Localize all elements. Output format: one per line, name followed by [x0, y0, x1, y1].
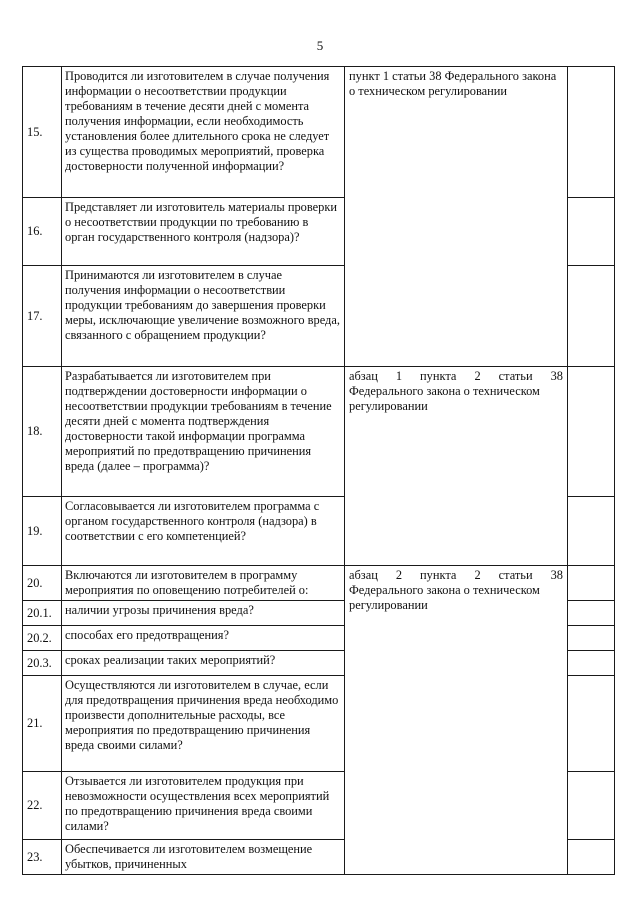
row-number: 20.3.: [23, 651, 62, 676]
requirement-reference: [345, 566, 568, 875]
question-text: способах его предотвращения?: [62, 626, 345, 651]
row-number: 16.: [23, 198, 62, 266]
question-text: Разрабатывается ли изготовителем при подтверждении достоверности информации о несоответствии продукции требованиям в течение десяти дней с момента подтверждения достоверности такой информации программа мероприятий по предотвращению причинения вреда (далее – программа)?: [62, 367, 345, 497]
table-row: [23, 367, 615, 497]
question-text: Представляет ли изготовитель материалы проверки о несоответствии продукции по требованию в орган государственного контроля (надзора)?: [62, 198, 345, 266]
table-row: [23, 566, 615, 601]
answer-cell[interactable]: [568, 266, 615, 367]
requirement-line: пункт 1 статьи 38 Федерального закона о техническом регулировании: [349, 69, 557, 98]
table-row: [23, 67, 615, 198]
question-text: Согласовывается ли изготовителем программа с органом государственного контроля (надзора) в соответствии с его компетенцией?: [62, 497, 345, 566]
answer-cell[interactable]: [568, 367, 615, 497]
requirement-line: абзац 1 пункта 2 статьи 38: [349, 369, 563, 383]
answer-cell[interactable]: [568, 198, 615, 266]
question-text: Проводится ли изготовителем в случае получения информации о несоответствии продукции требованиям в течение десяти дней с момента получения информации, если необходимость установления более длительного срока не следует из существа проводимых мероприятий, проверка достоверности полученной информации?: [62, 67, 345, 198]
question-text: Включаются ли изготовителем в программу мероприятия по оповещению потребителей о:: [62, 566, 345, 601]
row-number: 22.: [23, 772, 62, 840]
row-number: 20.2.: [23, 626, 62, 651]
requirement-reference: [345, 67, 568, 367]
answer-cell[interactable]: [568, 566, 615, 601]
question-text: наличии угрозы причинения вреда?: [62, 601, 345, 626]
answer-cell[interactable]: [568, 772, 615, 840]
page-number: 5: [316, 38, 324, 53]
checklist-table: [22, 66, 615, 875]
row-number: 17.: [23, 266, 62, 367]
question-text: Принимаются ли изготовителем в случае получения информации о несоответствии продукции требованиям до завершения проверки меры, исключающие увеличение возможного вреда, связанного с обращением продукции?: [62, 266, 345, 367]
answer-cell[interactable]: [568, 626, 615, 651]
answer-cell[interactable]: [568, 676, 615, 772]
question-text: Отзывается ли изготовителем продукция при невозможности осуществления всех мероприятий по предотвращению причинения вреда своими силами?: [62, 772, 345, 840]
row-number: 15.: [23, 67, 62, 198]
answer-cell[interactable]: [568, 601, 615, 626]
row-number: 21.: [23, 676, 62, 772]
question-text: Обеспечивается ли изготовителем возмещение убытков, причиненных: [62, 840, 345, 875]
row-number: 18.: [23, 367, 62, 497]
row-number: 23.: [23, 840, 62, 875]
row-number: 20.1.: [23, 601, 62, 626]
question-text: Осуществляются ли изготовителем в случае, если для предотвращения причинения вреда необходимо произвести дополнительные расходы, все мероприятия по предотвращению причинения вреда своими силами?: [62, 676, 345, 772]
answer-cell[interactable]: [568, 67, 615, 198]
requirement-line: Федерального закона о техническом регулировании: [349, 583, 540, 612]
requirement-reference: [345, 367, 568, 566]
answer-cell[interactable]: [568, 497, 615, 566]
row-number: 20.: [23, 566, 62, 601]
answer-cell[interactable]: [568, 840, 615, 875]
row-number: 19.: [23, 497, 62, 566]
question-text: сроках реализации таких мероприятий?: [62, 651, 345, 676]
answer-cell[interactable]: [568, 651, 615, 676]
requirement-line: Федерального закона о техническом регулировании: [349, 384, 540, 413]
requirement-line: абзац 2 пункта 2 статьи 38: [349, 568, 563, 582]
